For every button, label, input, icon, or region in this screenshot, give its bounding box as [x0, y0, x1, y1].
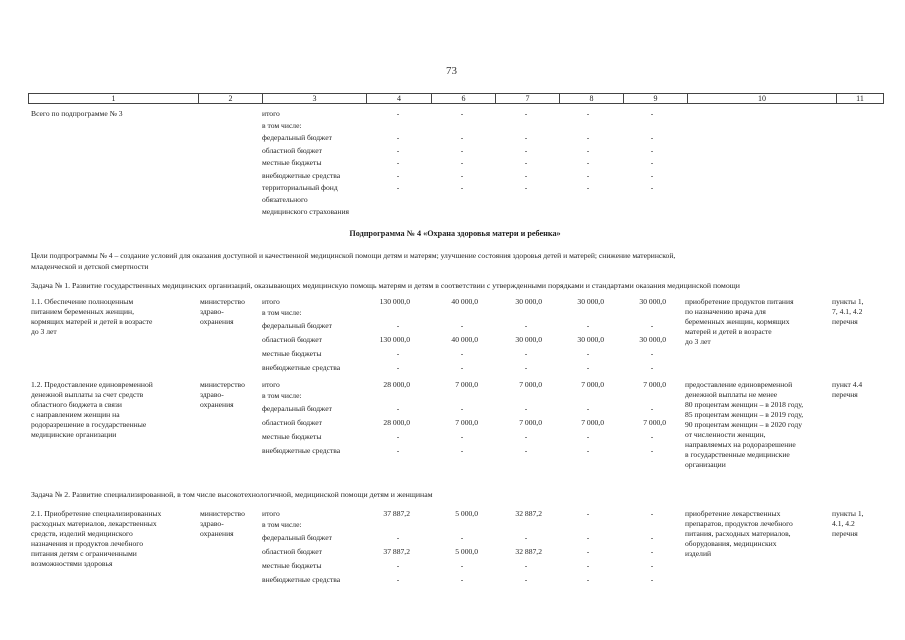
responsible-executor: охранения — [200, 317, 234, 326]
responsible-executor: министерство — [200, 297, 245, 306]
budget-value: - — [586, 432, 590, 441]
budget-value: - — [586, 321, 590, 330]
funding-source-label: местные бюджеты — [262, 349, 322, 358]
budget-value: 7 000,0 — [455, 380, 478, 389]
funding-source-label: областной бюджет — [262, 146, 322, 155]
budget-value: - — [524, 183, 528, 192]
budget-value: - — [396, 146, 400, 155]
responsible-executor: здраво- — [200, 519, 224, 528]
budget-value: 7 000,0 — [519, 380, 542, 389]
budget-value: - — [460, 363, 464, 372]
funding-source-label: местные бюджеты — [262, 432, 322, 441]
budget-value: - — [396, 561, 400, 570]
funding-source-label: федеральный бюджет — [262, 533, 332, 542]
budget-value: - — [524, 533, 528, 542]
budget-value: - — [460, 349, 464, 358]
list-reference: пункты 1, — [832, 509, 864, 518]
header-cell: 11 — [856, 94, 864, 103]
budget-value: 30 000,0 — [515, 335, 542, 344]
measure-name: кормящих матерей и детей в возрасте — [31, 317, 153, 326]
budget-value: 7 000,0 — [643, 418, 666, 427]
budget-value: - — [524, 404, 528, 413]
budget-value: - — [460, 561, 464, 570]
budget-value: 7 000,0 — [519, 418, 542, 427]
measure-name: областного бюджета в связи — [31, 400, 122, 409]
header-cell: 2 — [199, 94, 263, 103]
funding-source-label: областной бюджет — [262, 547, 322, 556]
expected-result: приобретение лекарственных — [685, 509, 781, 518]
budget-value: - — [586, 509, 590, 518]
expected-result: 80 процентам женщин – в 2018 году, — [685, 400, 804, 409]
subprogram-title: Подпрограмма № 4 «Охрана здоровья матери и ребенка» — [349, 229, 561, 238]
funding-source-label: обязательного — [262, 195, 308, 204]
header-cell: 3 — [263, 94, 367, 103]
funding-source-label: федеральный бюджет — [262, 133, 332, 142]
measure-name: возможностями здоровья — [31, 559, 113, 568]
budget-value: - — [586, 109, 590, 118]
measure-name: родоразрешение в государственные — [31, 420, 147, 429]
budget-value: - — [650, 404, 654, 413]
header-cell: 9 — [624, 94, 688, 103]
budget-value: 5 000,0 — [455, 509, 478, 518]
budget-value: - — [460, 432, 464, 441]
budget-value: - — [524, 321, 528, 330]
responsible-executor: здраво- — [200, 307, 224, 316]
budget-value: - — [460, 109, 464, 118]
budget-value: - — [650, 363, 654, 372]
budget-value: - — [396, 321, 400, 330]
funding-source-label: территориальный фонд — [262, 183, 338, 192]
budget-value: 7 000,0 — [581, 380, 604, 389]
budget-value: - — [524, 349, 528, 358]
budget-value: - — [396, 363, 400, 372]
budget-value: - — [586, 446, 590, 455]
budget-value: - — [650, 158, 654, 167]
budget-value: - — [460, 133, 464, 142]
budget-value: - — [524, 446, 528, 455]
budget-value: - — [586, 404, 590, 413]
subprogram-goals: Цели подпрограммы № 4 – создание условий для оказания доступной и качественной медицинской помощи детям и матерям; улучшение состояния здоровья детей и матерей; снижение материнской, — [31, 251, 676, 260]
budget-value: - — [396, 349, 400, 358]
budget-value: - — [586, 183, 590, 192]
budget-value: 30 000,0 — [639, 335, 666, 344]
budget-value: - — [650, 109, 654, 118]
header-cell: 6 — [432, 94, 496, 103]
funding-source-label: в том числе: — [262, 520, 302, 529]
budget-value: - — [396, 183, 400, 192]
expected-result: приобретение продуктов питания — [685, 297, 794, 306]
expected-result: предоставление единовременной — [685, 380, 793, 389]
budget-value: - — [396, 533, 400, 542]
budget-value: 30 000,0 — [577, 297, 604, 306]
subprogram-goals: младенческой и детской смертности — [31, 262, 149, 271]
budget-value: 30 000,0 — [577, 335, 604, 344]
budget-value: - — [650, 446, 654, 455]
budget-value: - — [650, 547, 654, 556]
budget-value: 37 887,2 — [383, 547, 410, 556]
budget-value: - — [650, 183, 654, 192]
measure-name: средств, изделий медицинского — [31, 529, 133, 538]
page-number: 73 — [446, 65, 457, 77]
funding-source-label: в том числе: — [262, 308, 302, 317]
measure-name: 1.2. Предоставление единовременной — [31, 380, 153, 389]
budget-value: - — [524, 171, 528, 180]
measure-name: до 3 лет — [31, 327, 57, 336]
budget-value: 5 000,0 — [455, 547, 478, 556]
budget-value: 30 000,0 — [639, 297, 666, 306]
budget-value: - — [524, 133, 528, 142]
funding-source-label: федеральный бюджет — [262, 321, 332, 330]
budget-value: 7 000,0 — [455, 418, 478, 427]
budget-value: - — [650, 146, 654, 155]
budget-value: - — [460, 446, 464, 455]
funding-source-label: областной бюджет — [262, 335, 322, 344]
budget-value: - — [524, 109, 528, 118]
expected-result: в государственные медицинские — [685, 450, 790, 459]
funding-source-label: в том числе: — [262, 391, 302, 400]
expected-result: организации — [685, 460, 726, 469]
budget-value: 32 887,2 — [515, 547, 542, 556]
budget-value: - — [586, 575, 590, 584]
budget-value: - — [396, 171, 400, 180]
budget-value: - — [586, 349, 590, 358]
expected-result: денежной выплаты не менее — [685, 390, 778, 399]
budget-value: - — [650, 349, 654, 358]
list-reference: перечня — [832, 529, 858, 538]
responsible-executor: министерство — [200, 380, 245, 389]
budget-value: - — [524, 158, 528, 167]
budget-value: - — [460, 321, 464, 330]
list-reference: пункты 1, — [832, 297, 864, 306]
expected-result: 85 процентам женщин – в 2019 году, — [685, 410, 804, 419]
funding-source-label: внебюджетные средства — [262, 363, 341, 372]
budget-value: 28 000,0 — [383, 418, 410, 427]
table-header — [28, 93, 884, 104]
measure-name: 2.1. Приобретение специализированных — [31, 509, 162, 518]
measure-name: назначения и продуктов лечебного — [31, 539, 144, 548]
budget-value: - — [524, 432, 528, 441]
responsible-executor: министерство — [200, 509, 245, 518]
budget-value: - — [586, 547, 590, 556]
expected-result: оборудования, медицинских — [685, 539, 777, 548]
header-cell: 1 — [29, 94, 199, 103]
expected-result: матерей и детей в возрасте — [685, 327, 772, 336]
budget-value: - — [396, 446, 400, 455]
budget-value: - — [396, 109, 400, 118]
budget-value: - — [650, 432, 654, 441]
header-cell: 7 — [496, 94, 560, 103]
budget-value: - — [460, 404, 464, 413]
budget-value: - — [586, 133, 590, 142]
funding-source-label: итого — [262, 380, 280, 389]
budget-value: - — [460, 575, 464, 584]
funding-source-label: федеральный бюджет — [262, 404, 332, 413]
total-label: Всего по подпрограмме № 3 — [31, 109, 123, 118]
funding-source-label: внебюджетные средства — [262, 171, 341, 180]
header-cell: 8 — [560, 94, 624, 103]
budget-value: - — [586, 363, 590, 372]
budget-value: 32 887,2 — [515, 509, 542, 518]
measure-name: денежной выплаты за счет средств — [31, 390, 144, 399]
budget-value: - — [396, 158, 400, 167]
budget-value: 7 000,0 — [581, 418, 604, 427]
list-reference: пункт 4.4 — [832, 380, 863, 389]
budget-value: - — [396, 432, 400, 441]
list-reference: перечня — [832, 317, 858, 326]
list-reference: 7, 4.1, 4.2 — [832, 307, 863, 316]
list-reference: перечня — [832, 390, 858, 399]
budget-value: 28 000,0 — [383, 380, 410, 389]
funding-source-label: местные бюджеты — [262, 158, 322, 167]
funding-source-label: областной бюджет — [262, 418, 322, 427]
task-heading: Задача № 1. Развитие государственных медицинских организаций, оказывающих медицинскую помощь матерям и детям в соответствии с утвержденными порядками и стандартами оказания медицинской помощи — [31, 281, 740, 290]
budget-value: - — [460, 533, 464, 542]
budget-value: - — [650, 575, 654, 584]
budget-value: 40 000,0 — [451, 297, 478, 306]
measure-name: питания детям с ограниченными — [31, 549, 137, 558]
header-cell: 4 — [367, 94, 432, 103]
funding-source-label: в том числе: — [262, 121, 302, 130]
budget-value: - — [460, 146, 464, 155]
budget-value: - — [650, 509, 654, 518]
budget-value: - — [586, 146, 590, 155]
budget-value: - — [586, 171, 590, 180]
funding-source-label: местные бюджеты — [262, 561, 322, 570]
expected-result: беременных женщин, кормящих — [685, 317, 790, 326]
budget-value: - — [586, 561, 590, 570]
budget-value: 130 000,0 — [379, 335, 410, 344]
funding-source-label: итого — [262, 109, 280, 118]
funding-source-label: внебюджетные средства — [262, 575, 341, 584]
budget-value: - — [650, 533, 654, 542]
expected-result: направляемых на родоразрешение — [685, 440, 796, 449]
measure-name: 1.1. Обеспечение полноценным — [31, 297, 134, 306]
budget-value: - — [650, 561, 654, 570]
measure-name: медицинские организации — [31, 430, 117, 439]
expected-result: до 3 лет — [685, 337, 711, 346]
expected-result: изделий — [685, 549, 712, 558]
budget-value: - — [586, 158, 590, 167]
budget-value: - — [524, 146, 528, 155]
expected-result: по назначению врача для — [685, 307, 766, 316]
budget-value: - — [650, 321, 654, 330]
expected-result: от численности женщин, — [685, 430, 766, 439]
budget-value: 7 000,0 — [643, 380, 666, 389]
measure-name: питанием беременных женщин, — [31, 307, 134, 316]
budget-value: 40 000,0 — [451, 335, 478, 344]
header-cell: 10 — [688, 94, 837, 103]
funding-source-label: медицинского страхования — [262, 207, 350, 216]
budget-value: 130 000,0 — [379, 297, 410, 306]
list-reference: 4.1, 4.2 — [832, 519, 855, 528]
responsible-executor: здраво- — [200, 390, 224, 399]
budget-value: - — [524, 575, 528, 584]
budget-value: - — [396, 575, 400, 584]
budget-value: - — [650, 171, 654, 180]
budget-value: - — [586, 533, 590, 542]
expected-result: питания, расходных материалов, — [685, 529, 791, 538]
task-heading: Задача № 2. Развитие специализированной, в том числе высокотехнологичной, медицинской помощи детям и женщинам — [31, 490, 433, 499]
budget-value: - — [524, 561, 528, 570]
budget-value: - — [460, 158, 464, 167]
budget-value: - — [460, 171, 464, 180]
budget-value: 30 000,0 — [515, 297, 542, 306]
budget-value: - — [460, 183, 464, 192]
funding-source-label: итого — [262, 509, 280, 518]
measure-name: с направлением женщин на — [31, 410, 120, 419]
expected-result: препаратов, продуктов лечебного — [685, 519, 793, 528]
funding-source-label: внебюджетные средства — [262, 446, 341, 455]
responsible-executor: охранения — [200, 529, 234, 538]
measure-name: расходных материалов, лекарственных — [31, 519, 157, 528]
funding-source-label: итого — [262, 297, 280, 306]
budget-value: 37 887,2 — [383, 509, 410, 518]
budget-value: - — [650, 133, 654, 142]
responsible-executor: охранения — [200, 400, 234, 409]
budget-value: - — [524, 363, 528, 372]
budget-value: - — [396, 133, 400, 142]
expected-result: 90 процентам женщин – в 2020 году — [685, 420, 803, 429]
budget-value: - — [396, 404, 400, 413]
